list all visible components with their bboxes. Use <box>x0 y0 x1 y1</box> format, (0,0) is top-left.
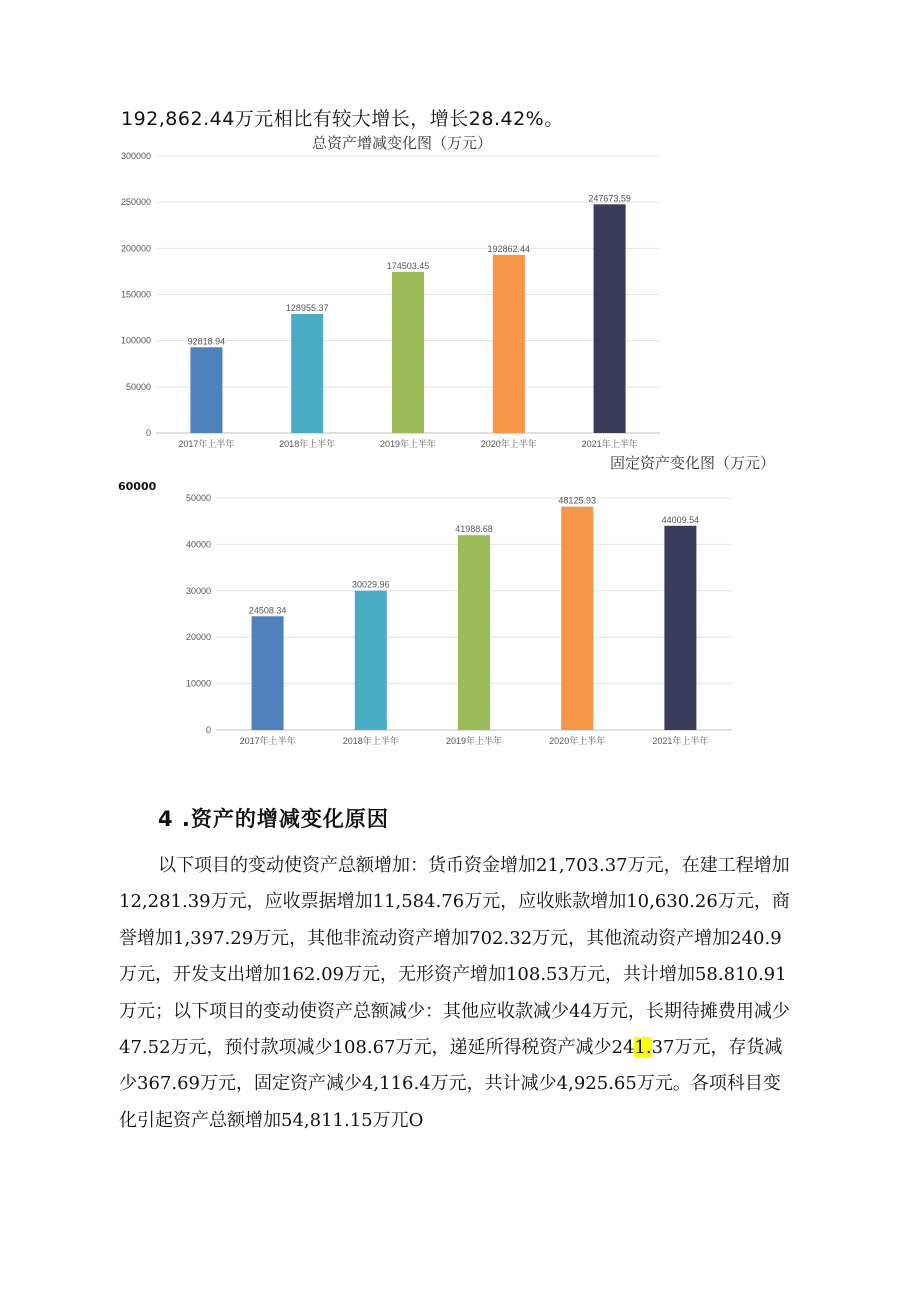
y-tick-label: 200000 <box>120 243 151 254</box>
y-tick-label: 150000 <box>120 289 151 300</box>
x-tick-label: 2020年上半年 <box>549 736 606 746</box>
paragraph-text-1: 以下项目的变动使资产总额增加：货币资金增加21,703.37万元，在建工程增加12,281.39万元，应收票据增加11,584.76万元，应收账款增加10,630.26万元，商誉增加1,397.29万元，其他非流动资产增加702.32万元，其他流动资产增加240.9万元，开发支出增加162.09万元，无形资产增加108.53万元，共计增加58.810.91万元；以下项目的变动使资产总额减少：其他应收款减少44万元，长期待摊费用减少47.52万元，预付款项减少108.67万元，递延所得税资产减少24 <box>119 855 790 1059</box>
data-label: 30029.96 <box>352 579 390 590</box>
x-tick-label: 2019年上半年 <box>445 736 503 746</box>
bar <box>664 526 696 730</box>
bar <box>594 204 626 433</box>
bar <box>493 255 525 433</box>
data-label: 128955.37 <box>285 302 329 313</box>
data-label: 92818.94 <box>187 336 226 347</box>
bar <box>291 314 323 433</box>
bar <box>561 507 593 730</box>
lead-text: 192,862.44万元相比有较大增长，增长28.42%。 <box>121 108 564 130</box>
x-tick-label: 2018年上半年 <box>279 439 336 449</box>
y-tick-label: 0 <box>205 725 211 735</box>
data-label: 247673.59 <box>588 193 631 204</box>
bar <box>252 616 284 730</box>
section-heading: 4 .资产的增减变化原因 <box>158 807 389 831</box>
data-label: 48125.93 <box>558 495 596 506</box>
body-paragraph <box>119 848 795 1139</box>
x-tick-label: 2020年上半年 <box>480 439 537 449</box>
chart2-title: 固定资产变化图（万元） <box>610 454 776 472</box>
chart1-title: 总资产增减变化图（万元） <box>312 134 493 152</box>
stray-axis-label: 60000 <box>118 480 157 493</box>
x-tick-label: 2017年上半年 <box>239 736 296 746</box>
bar <box>458 535 490 730</box>
total-assets-chart <box>100 148 680 458</box>
y-tick-label: 100000 <box>120 335 151 346</box>
paragraph-text-2: 37万元，存货减少367.69万元，固定资产减少4,116.4万元，共计减少4,925.65万元。各项科目变化引起资产总额增加54,811.15万兀O <box>119 1037 783 1131</box>
data-label: 174503.45 <box>386 260 430 271</box>
x-tick-label: 2017年上半年 <box>178 439 235 449</box>
data-label: 44009.54 <box>661 514 700 525</box>
fixed-assets-chart <box>160 490 740 754</box>
y-tick-label: 30000 <box>185 585 211 596</box>
bar <box>355 591 387 730</box>
x-tick-label: 2018年上半年 <box>342 736 399 746</box>
highlighted-text: 1. <box>634 1037 652 1059</box>
x-tick-label: 2021年上半年 <box>581 439 638 449</box>
y-tick-label: 50000 <box>185 493 211 503</box>
x-tick-label: 2021年上半年 <box>652 736 709 746</box>
y-tick-label: 10000 <box>185 678 211 689</box>
data-label: 41988.68 <box>455 524 493 535</box>
y-tick-label: 0 <box>145 428 151 438</box>
y-tick-label: 20000 <box>185 632 211 643</box>
y-tick-label: 250000 <box>120 197 151 208</box>
y-tick-label: 40000 <box>185 539 211 550</box>
y-tick-label: 50000 <box>125 381 151 392</box>
data-label: 24508.34 <box>248 605 287 616</box>
x-tick-label: 2019年上半年 <box>379 439 437 449</box>
y-tick-label: 300000 <box>120 151 151 161</box>
data-label: 192862.44 <box>487 243 531 254</box>
bar <box>190 347 222 433</box>
bar <box>392 272 424 433</box>
